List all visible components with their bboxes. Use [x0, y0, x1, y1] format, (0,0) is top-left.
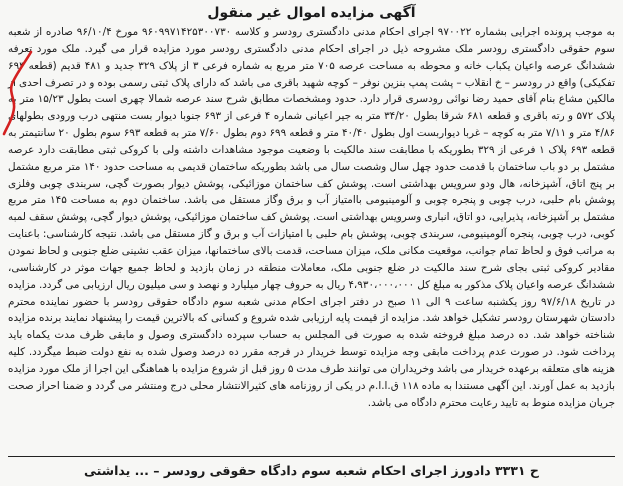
- notice-title: آگهی مزایده اموال غیر منقول: [207, 5, 416, 21]
- notice-body: به موجب پرونده اجرایی بشماره ۹۷۰۰۲۲ اجرای احکام مدنی دادگستری رودسر و کلاسه ۹۶۰۹۹۷۱۴۲۵۳۰۰۷۳۰ مورخ ۹۶/۱۰/۴ صادره از شعبه سوم حقوقی دادگستری رودسر ملک مشروحه ذیل در اجرای احکام مدنی دادگستری رودسر مورد مزایده قرار می گیرد. ملک مورد تعرفه ششدانگ عرصه واعیان یکباب خانه و محوطه به مساحت عرصه ۷۰۵ متر مربع به شماره فرعی ۳ از پلاک ۳۲۹ جدید و ۴۸۱ قدیم (قطعه ۶۹۳ تفکیکی) واقع در رودسر – خ انقلاب – پشت پمپ بنزین نوفر – کوچه شهید باقری می باشد که دارای پلاک ثبتی رسمی بوده و در تصرف احدی از مالکین مشاع بنام آقای حمید رضا نوائی رودسری قرار دارد. حدود ومشخصات مطابق شرح سند عرصه شمالا چهری است بطول ۱۵/۲۳ متر به پلاک ۵۷۲ و رته باقری و قطعه ۶۸۱ شرقا بطول ۳۴/۲۰ متر به جیر اعیانی شماره ۴ فرعی از ۶۹۳ جنوبا دیوار بست منتهی درب ورودی بطولهای ۴/۸۶ متر و ۷/۱۱ متر به کوچه – غربا دیواربست اول بطول ۴۰/۴۰ متر و قطعه ۶۹۹ دوم بطول ۷/۶۰ متر به قطعه ۶۹۳ سوم بطول ۲۰ سانتیمتر به قطعه ۶۹۳ پلاک ۱ فرعی از ۳۲۹ بطوریکه با مطابقت سند مالکیت با وضعیت موجود مشاهدات داشته ولی با کروکی ثبتی مطابقت دارد عرصه مشتمل بر دو باب ساختمان با قدمت حدود چهل سال وشصت سال می باشد بطوریکه ساختمان قدیمی به مساحت حدود ۱۴۰ متر مربع مشتمل بر پنج اتاق، آشپزخانه، هال ودو سرویس بهداشتی است. پوشش کف ساختمان موزائیکی، پوشش دیوار بصورت گچی، سربندی چوبی وفلزی پوشش بام حلبی، درب چوبی و پنجره چوبی و آلومینیومی باامتیاز آب و برق وگاز مستقل می باشد. ساختمان دوم به مساحت ۱۴۵ متر مربع مشتمل بر آشپزخانه، پذیرایی، دو اتاق، انباری وسرویس بهداشتی است. پوشش کف ساختمان موزائیکی، پوشش دیوار گچی، پوشش سقف لمبه کوبی، درب چوبی، پنجره آلومینیومی، سربندی چوبی، پوشش بام حلبی با امتیازات آب و برق و گاز مستقل می باشد. نتیجه کارشناسی: باعنایت به مراتب فوق و لحاظ تمام جوانب، موقعیت مکانی ملک، میزان مساحت، قدمت بالای ساختمانها، میزان عقب نشینی ضلع جنوبی و لحاظ نمودن مقادیر کروکی ثبتی بجای شرح سند مالکیت در ضلع جنوبی ملک، معاملات منطقه در زمان بازدید و لحاظ جمیع جهات موثر در کارشناسی، ششدانگ عرصه واعیان پلاک مذکور به مبلغ کل ۴،۹۳۰،۰۰۰،۰۰۰ ریال به حروف چهار میلیارد و نهصد و سی میلیون ریال ارزیابی می گردد. مزایده در تاریخ ۹۷/۶/۱۸ روز یکشنبه ساعت ۹ الی ۱۱ صبح در دفتر اجرای احکام مدنی شعبه سوم دادگاه حقوقی رودسر با حضور نماینده محترم دادستان شهرستان رودسر تشکیل خواهد شد. مزایده از قیمت پایه ارزیابی شده شروع و کسانی که بالاترین قیمت را پیشنهاد نمایند برنده مزایده شناخته خواهد شد. ده درصد مبلغ فروخته شده به صورت فی المجلس به حساب سپرده دادگستری وصول و مابقی ظرف مدت یکماه باید پرداخت شود. در صورت عدم پرداخت مابقی وجه مزایده توسط خریدار در فرجه مقرر ده درصد وصول شده به نفع دولت ضبط میگردد. کلیه هزینه های متعلقه برعهده خریدار می باشد وخریداران می توانند طرف مدت ۵ روز قبل از شروع مزایده با هماهنگی این اجرا از ملک مورد مزایده بازدید به عمل آورند. این آگهی مستندا به ماده ۱۱۸ ق.ا.ا.م در یکی از روزنامه های کثیرالانتشار محلی درج ومنتشر می گردد و ضمنا احراز صحت جریان مزایده منوط به تایید رعایت محترم دادگاه می باشد.: [8, 26, 616, 409]
- footer-divider: [8, 456, 615, 457]
- notice-signature: ح ۳۳۳۱ دادورز اجرای احکام شعبه سوم دادگاه حقوقی رودسر – ... یداشتی: [84, 463, 539, 478]
